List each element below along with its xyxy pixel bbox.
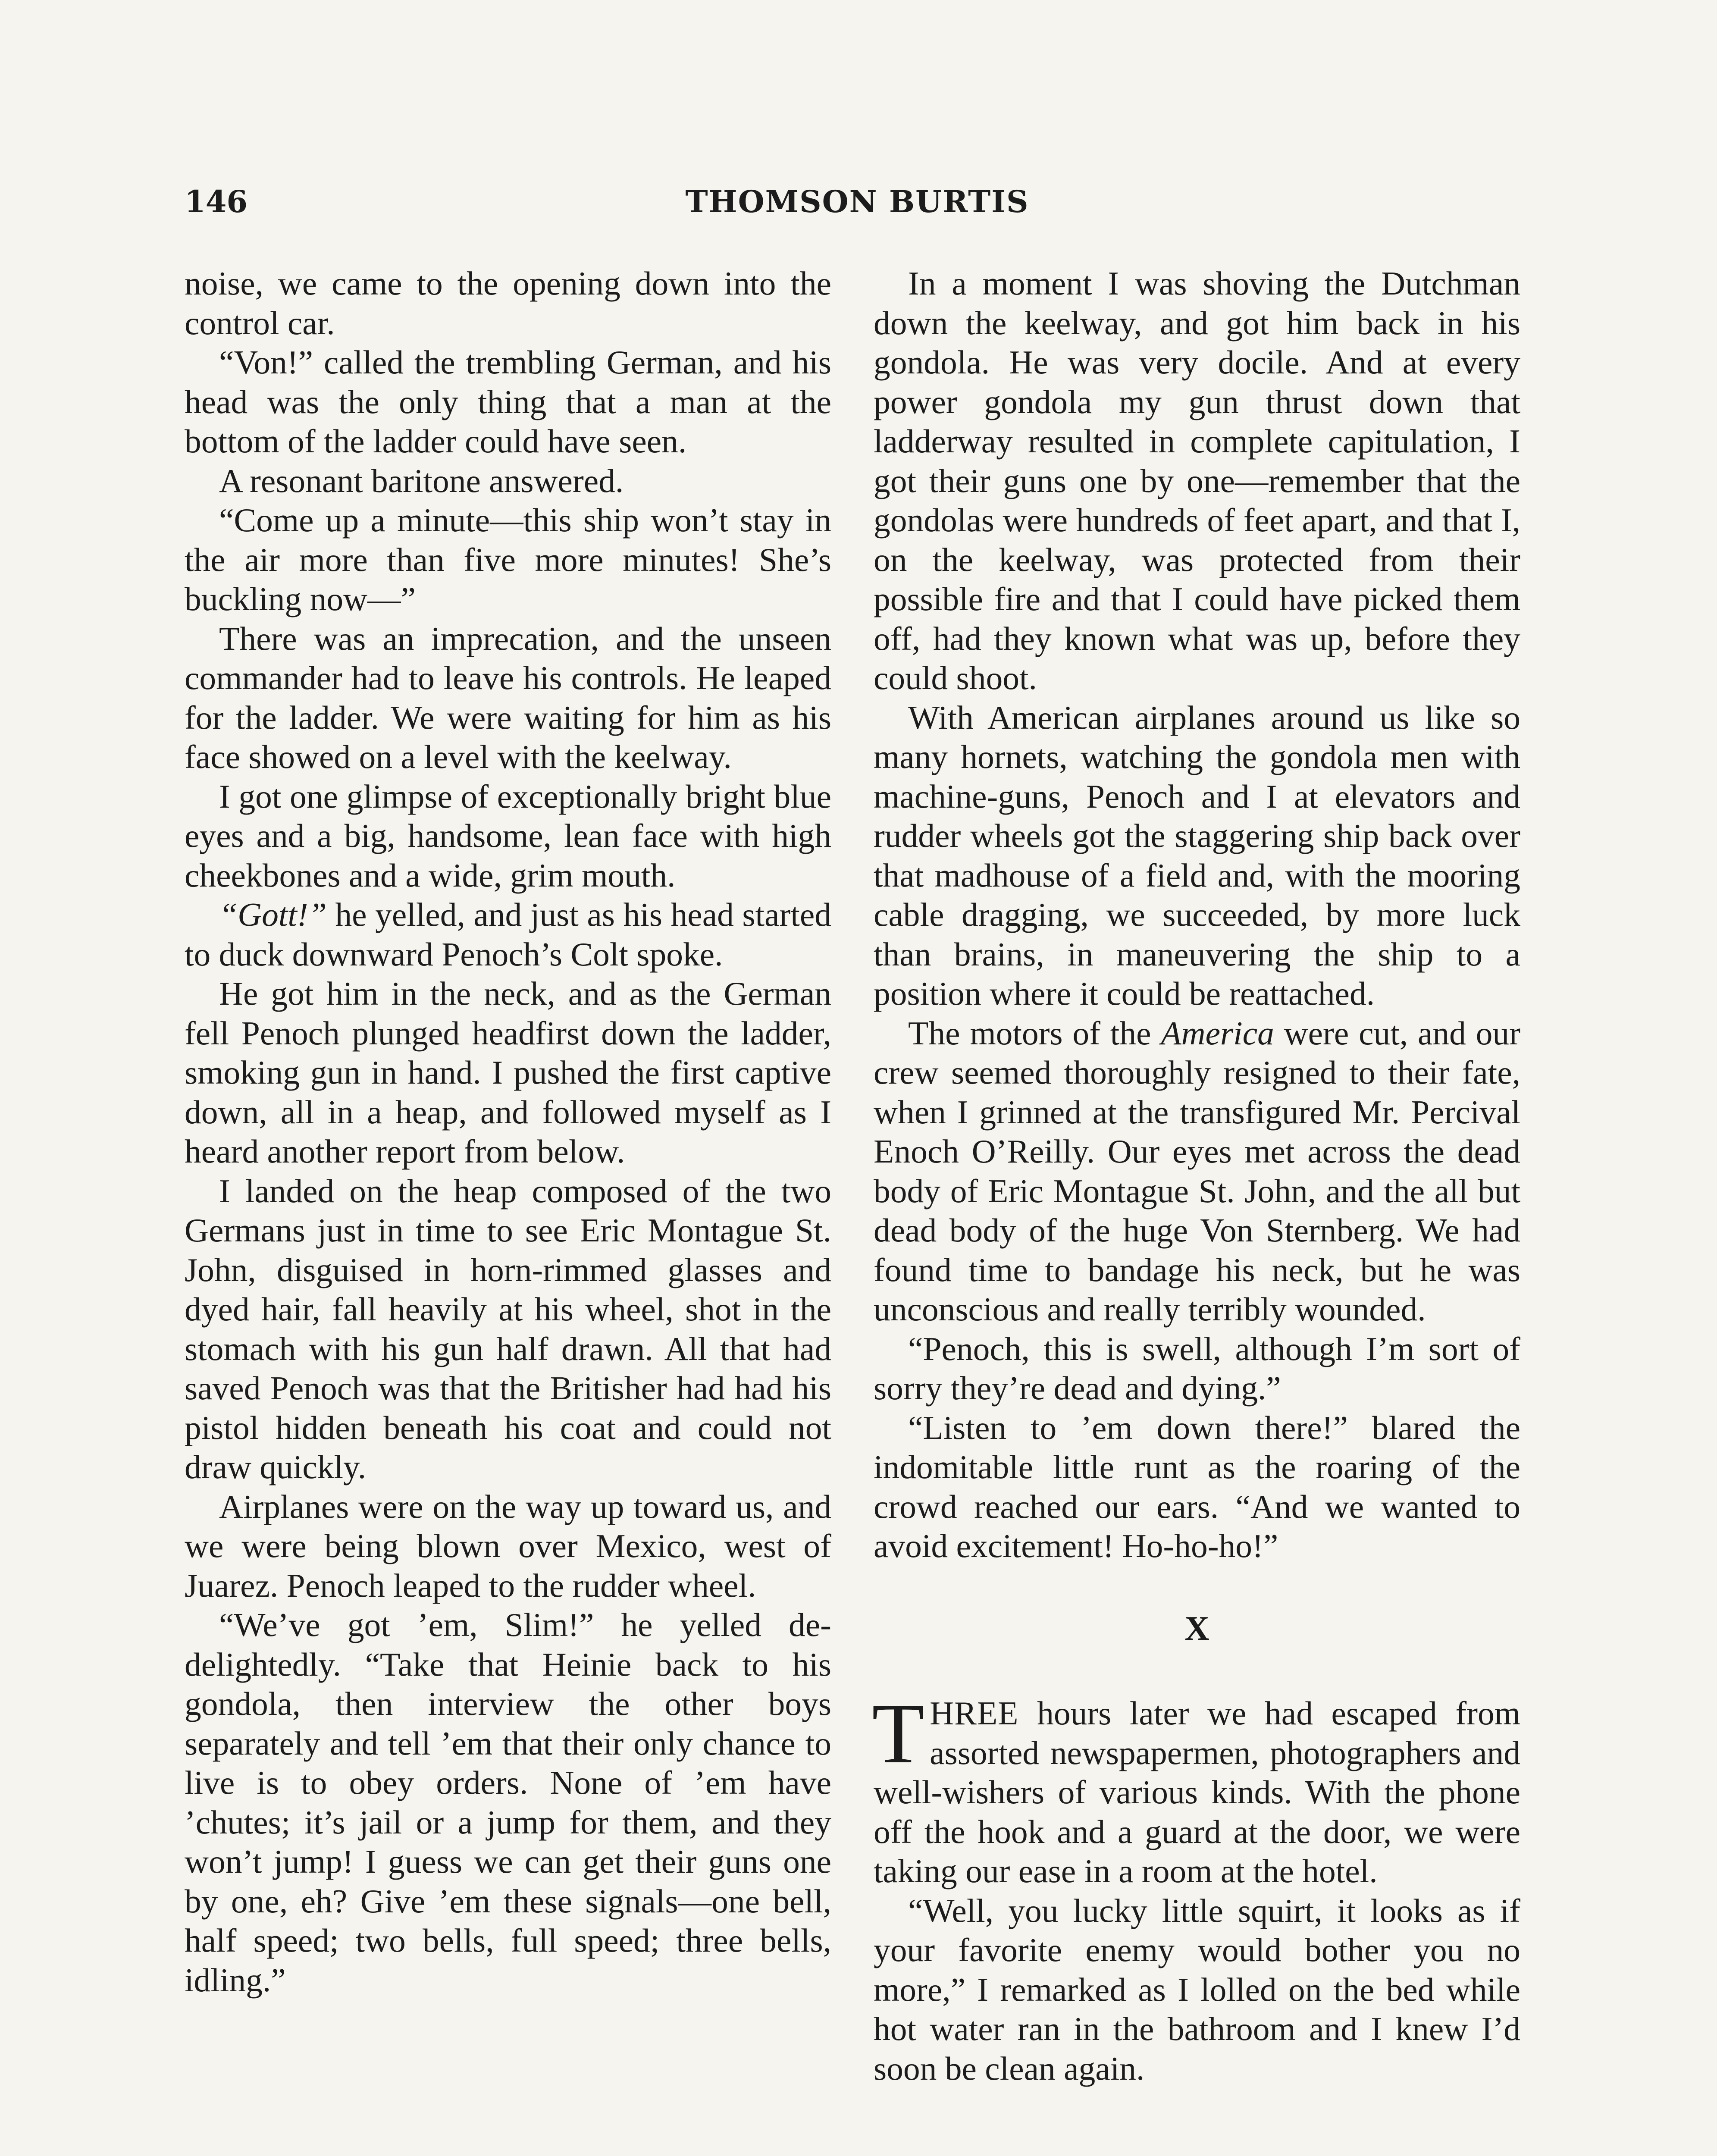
paragraph: noise, we came to the opening down into the control car. — [185, 265, 831, 342]
paragraph-text: were cut, and our crew seemed thoroughly resigned to their fate, when I grinned at the transfigured Mr. Percival Enoch O’Reilly. Our eyes met across the dead body of Eric Montague St. John, and the all but dead body of the huge Von Sternberg. We had found time to bandage his neck, but he was unconscious and really terribly wounded. — [874, 1014, 1520, 1328]
paragraph-text: hours later we had escaped from assorted newspapermen, photographers and well-wishers of various kinds. With the phone off the hook and a guard at the door, we were taking our ease in a room at the hotel. — [874, 1695, 1520, 1890]
paragraph: There was an imprecation, and the unseen commander had to leave his controls. He leaped for the ladder. We were waiting for him as his face showed on a level with the keelway. — [185, 620, 831, 775]
paragraph: “Penoch, this is swell, although I’m sort of sorry they’re dead and dying.” — [874, 1330, 1520, 1407]
drop-cap: T — [872, 1686, 925, 1781]
page-number: 146 — [185, 184, 248, 219]
paragraph: In a moment I was shoving the Dutchman down the keelway, and got him back in his gondola. He was very docile. And at every power gondola my gun thrust down that ladderway resulted in complete capitulation, I got their guns one by one—remember that the gondolas were hundreds of feet apart, and that I, on the keelway, was protected from their possible fire and that I could have picked them off, had they known what was up, before they could shoot. — [874, 265, 1520, 696]
paragraph: “Come up a minute—this ship won’t stay in the air more than five more minutes! She’s buckling now—” — [185, 501, 831, 617]
chapter-number: X — [1184, 1609, 1209, 1648]
first-word-rest: HREE — [930, 1695, 1019, 1732]
paragraph-text: The motors of the — [908, 1014, 1151, 1052]
right-column — [874, 264, 1520, 2088]
paragraph: “Von!” called the trembling German, and his head was the only thing that a man at the bottom of the ladder could have seen. — [185, 344, 831, 460]
paragraph: He got him in the neck, and as the German fell Penoch plunged headfirst down the ladder, smoking gun in hand. I pushed the first captive down, all in a heap, and followed myself as I heard another report from below. — [185, 975, 831, 1170]
paragraph — [874, 1014, 1520, 1329]
paragraph: I got one glimpse of exceptionally bright blue eyes and a big, handsome, lean face with high cheekbones and a wide, grim mouth. — [185, 777, 831, 894]
ship-name: America — [1161, 1014, 1274, 1052]
left-column — [185, 264, 831, 2000]
chapter-opening-paragraph — [872, 1686, 1520, 1891]
paragraph: “We’ve got ’em, Slim!” he yelled de-delightedly. “Take that Heinie back to his gondola, then interview the other boys separately and tell ’em that their only chance to live is to obey orders. None of ’em have ’chutes; it’s jail or a jump for them, and they won’t jump! I guess we can get their guns one by one, eh? Give ’em these signals—one bell, half speed; two bells, full speed; three bells, idling.” — [185, 1606, 831, 1999]
running-head: THOMSON BURTIS — [685, 184, 1029, 219]
paragraph — [185, 895, 831, 974]
paragraph-text: he yelled, and just as his head started to duck downward Penoch’s Colt spoke. — [185, 896, 831, 973]
italic-exclamation: “Gott!” — [219, 896, 327, 933]
paragraph: I landed on the heap composed of the two Germans just in time to see Eric Montague St. John, disguised in horn-rimmed glasses and dyed hair, fall heavily at his wheel, shot in the stomach with his gun half drawn. All that had saved Penoch was that the Britisher had had his pistol hidden beneath his coat and could not draw quickly. — [185, 1172, 831, 1485]
paragraph: “Well, you lucky little squirt, it looks as if your favorite enemy would bother you no more,” I remarked as I lolled on the bed while hot water ran in the bathroom and I knew I’d soon be clean again. — [874, 1892, 1520, 2087]
paragraph: A resonant baritone answered. — [219, 462, 624, 499]
paragraph: With American airplanes around us like so many hornets, watching the gondola men with machine-guns, Penoch and I at elevators and rudder wheels got the staggering ship back over that madhouse of a field and, with the mooring cable dragging, we succeeded, by more luck than brains, in maneuvering the ship to a position where it could be reattached. — [874, 699, 1520, 1012]
paragraph: “Listen to ’em down there!” blared the indomitable little runt as the roaring of the crowd reached our ears. “And we wanted to avoid excitement! Ho-ho-ho!” — [874, 1409, 1520, 1564]
paragraph: Airplanes were on the way up toward us, and we were being blown over Mexico, west of Juarez. Penoch leaped to the rudder wheel. — [185, 1488, 831, 1604]
page-header — [185, 178, 1530, 226]
